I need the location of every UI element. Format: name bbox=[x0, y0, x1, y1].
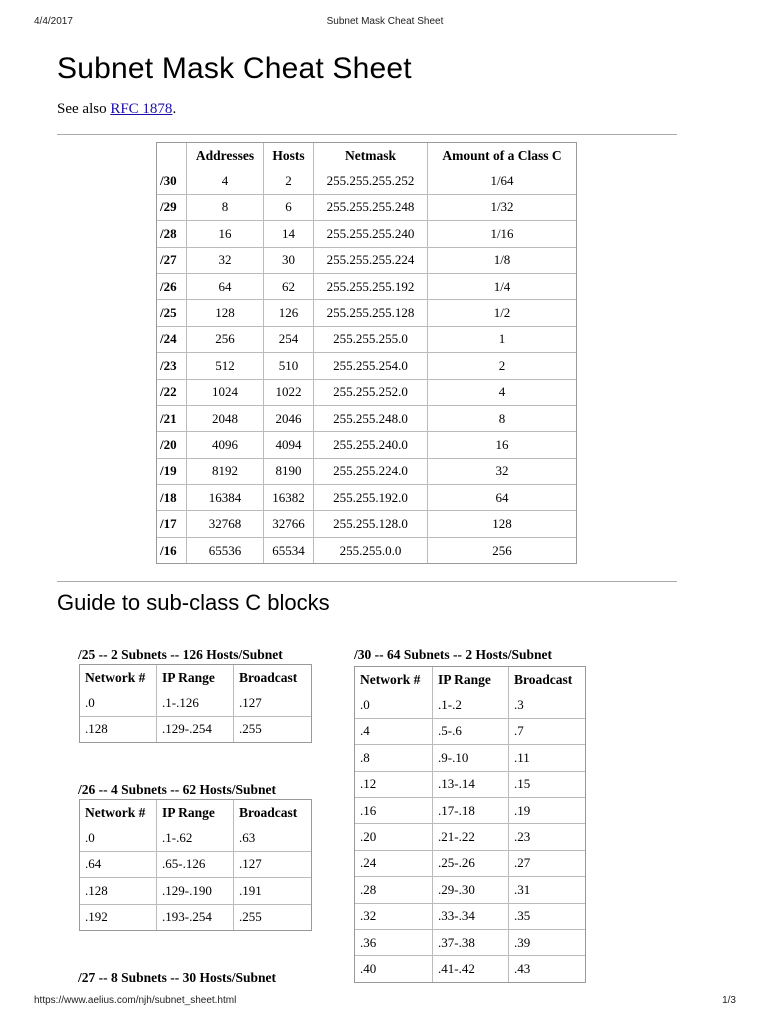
column-header-broadcast: Broadcast bbox=[514, 671, 573, 687]
cell-network: .4 bbox=[355, 719, 433, 745]
cell-broadcast: .15 bbox=[509, 772, 585, 798]
cell-network: .28 bbox=[355, 877, 433, 903]
cell-cidr: /29 bbox=[157, 195, 187, 221]
rfc-1878-link[interactable]: RFC 1878 bbox=[110, 101, 173, 117]
cell-class-c-amount: 1/4 bbox=[428, 274, 576, 300]
print-url: https://www.aelius.com/njh/subnet_sheet.html bbox=[34, 995, 237, 1006]
cell-addresses: 128 bbox=[187, 300, 264, 326]
print-date: 4/4/2017 bbox=[34, 16, 73, 27]
cell-ip-range: .29-.30 bbox=[433, 877, 509, 903]
cell-hosts: 2 bbox=[264, 168, 314, 194]
cell-broadcast: .7 bbox=[509, 719, 585, 745]
cell-class-c-amount: 128 bbox=[428, 511, 576, 537]
cell-class-c-amount: 256 bbox=[492, 542, 512, 558]
cell-class-c-amount: 4 bbox=[428, 380, 576, 406]
block-caption-27: /27 -- 8 Subnets -- 30 Hosts/Subnet bbox=[78, 970, 277, 985]
cell-hosts: 14 bbox=[264, 221, 314, 247]
table-row bbox=[355, 772, 585, 798]
cell-broadcast: .191 bbox=[234, 878, 311, 904]
cell-addresses: 64 bbox=[187, 274, 264, 300]
table-row bbox=[80, 905, 311, 930]
column-header-hosts: Hosts bbox=[264, 143, 314, 168]
column-header-cidr bbox=[157, 143, 187, 168]
cell-class-c-amount: 1/8 bbox=[428, 248, 576, 274]
table-row bbox=[355, 798, 585, 824]
cell-network: .0 bbox=[80, 825, 157, 851]
cell-netmask: 255.255.255.248 bbox=[314, 195, 428, 221]
cell-netmask: 255.255.248.0 bbox=[314, 406, 428, 432]
table-header-row bbox=[80, 800, 311, 825]
cell-ip-range: .17-.18 bbox=[433, 798, 509, 824]
cell-ip-range: .41-.42 bbox=[433, 956, 509, 981]
cell-netmask: 255.255.240.0 bbox=[314, 432, 428, 458]
cell-broadcast: .63 bbox=[234, 825, 311, 851]
cell-ip-range: .193-.254 bbox=[157, 905, 234, 930]
table-row bbox=[80, 825, 311, 851]
table-row bbox=[157, 195, 576, 221]
block-caption-26: /26 -- 4 Subnets -- 62 Hosts/Subnet bbox=[78, 782, 277, 797]
see-also-prefix: See also bbox=[57, 101, 111, 117]
cell-network: .128 bbox=[80, 717, 157, 742]
cell-netmask: 255.255.255.224 bbox=[314, 248, 428, 274]
cell-hosts: 510 bbox=[264, 353, 314, 379]
cell-cidr: /22 bbox=[157, 380, 187, 406]
cell-addresses: 256 bbox=[187, 327, 264, 353]
table-row bbox=[157, 459, 576, 485]
table-header-row bbox=[157, 143, 576, 168]
cell-addresses: 2048 bbox=[187, 406, 264, 432]
block-caption-30: /30 -- 64 Subnets -- 2 Hosts/Subnet bbox=[354, 647, 553, 662]
cell-ip-range: .1-.2 bbox=[433, 692, 509, 718]
cell-class-c-amount: 1/16 bbox=[428, 221, 576, 247]
cell-hosts: 254 bbox=[264, 327, 314, 353]
divider bbox=[57, 581, 677, 582]
cell-hosts: 2046 bbox=[264, 406, 314, 432]
cell-addresses: 1024 bbox=[187, 380, 264, 406]
cell-addresses: 16 bbox=[187, 221, 264, 247]
cell-addresses: 4 bbox=[187, 168, 264, 194]
cell-addresses: 32 bbox=[187, 248, 264, 274]
table-row bbox=[355, 851, 585, 877]
cell-broadcast: .23 bbox=[509, 824, 585, 850]
column-header-addresses: Addresses bbox=[187, 143, 264, 168]
cell-class-c-amount: 1/2 bbox=[428, 300, 576, 326]
cell-cidr: /25 bbox=[157, 300, 187, 326]
column-header-broadcast: Broadcast bbox=[239, 669, 298, 685]
cell-hosts: 8190 bbox=[264, 459, 314, 485]
cell-addresses: 32768 bbox=[187, 511, 264, 537]
table-row bbox=[157, 353, 576, 379]
cell-broadcast: .127 bbox=[234, 690, 311, 716]
cell-cidr: /30 bbox=[157, 168, 187, 194]
print-footer bbox=[34, 995, 736, 1009]
cell-addresses: 512 bbox=[187, 353, 264, 379]
cell-netmask: 255.255.128.0 bbox=[314, 511, 428, 537]
column-header-network: Network # bbox=[355, 667, 433, 692]
cell-network: .24 bbox=[355, 851, 433, 877]
cell-cidr: /26 bbox=[157, 274, 187, 300]
table-row bbox=[157, 168, 576, 194]
cell-ip-range: .129-.254 bbox=[157, 717, 234, 742]
cell-class-c-amount: 16 bbox=[428, 432, 576, 458]
cell-addresses: 8 bbox=[187, 195, 264, 221]
cell-netmask: 255.255.255.128 bbox=[314, 300, 428, 326]
table-row bbox=[80, 717, 311, 742]
table-header-row bbox=[80, 665, 311, 690]
cell-addresses: 8192 bbox=[187, 459, 264, 485]
cell-cidr: /19 bbox=[157, 459, 187, 485]
cell-network: .192 bbox=[80, 905, 157, 930]
cell-netmask: 255.255.254.0 bbox=[314, 353, 428, 379]
cell-cidr: /21 bbox=[157, 406, 187, 432]
cell-network: .8 bbox=[355, 745, 433, 771]
page-number: 1/3 bbox=[722, 995, 736, 1006]
cell-netmask: 255.255.252.0 bbox=[314, 380, 428, 406]
table-row bbox=[355, 956, 585, 981]
cell-broadcast: .19 bbox=[509, 798, 585, 824]
cell-cidr: /20 bbox=[157, 432, 187, 458]
column-header-network: Network # bbox=[80, 665, 157, 690]
table-row bbox=[355, 719, 585, 745]
cell-netmask: 255.255.192.0 bbox=[314, 485, 428, 511]
table-row bbox=[157, 380, 576, 406]
column-header-class-c-amount: Amount of a Class C bbox=[442, 147, 562, 163]
cell-netmask: 255.255.255.0 bbox=[314, 327, 428, 353]
table-row bbox=[157, 511, 576, 537]
table-row bbox=[355, 824, 585, 850]
block-table-26 bbox=[79, 799, 312, 931]
cell-cidr: /28 bbox=[157, 221, 187, 247]
table-row bbox=[157, 274, 576, 300]
cell-hosts: 32766 bbox=[264, 511, 314, 537]
cell-netmask: 255.255.255.240 bbox=[314, 221, 428, 247]
cell-netmask: 255.255.0.0 bbox=[314, 538, 428, 563]
cell-network: .0 bbox=[80, 690, 157, 716]
table-row bbox=[157, 248, 576, 274]
see-also-suffix: . bbox=[172, 101, 177, 117]
cell-netmask: 255.255.224.0 bbox=[314, 459, 428, 485]
cell-ip-range: .129-.190 bbox=[157, 878, 234, 904]
table-row bbox=[157, 406, 576, 432]
table-row bbox=[157, 221, 576, 247]
cell-broadcast: .255 bbox=[239, 721, 262, 737]
table-row bbox=[157, 538, 576, 563]
column-header-network: Network # bbox=[80, 800, 157, 825]
cell-network: .20 bbox=[355, 824, 433, 850]
cell-ip-range: .33-.34 bbox=[433, 904, 509, 930]
cell-netmask: 255.255.255.192 bbox=[314, 274, 428, 300]
cell-network: .36 bbox=[355, 930, 433, 956]
cell-ip-range: .37-.38 bbox=[433, 930, 509, 956]
cell-cidr: /24 bbox=[157, 327, 187, 353]
table-row bbox=[80, 852, 311, 878]
table-row bbox=[80, 878, 311, 904]
cell-broadcast: .127 bbox=[234, 852, 311, 878]
table-row bbox=[355, 692, 585, 718]
cell-cidr: /17 bbox=[157, 511, 187, 537]
print-header bbox=[34, 16, 736, 30]
table-row bbox=[355, 745, 585, 771]
table-row bbox=[80, 690, 311, 716]
section-title: Guide to sub-class C blocks bbox=[57, 590, 330, 615]
cell-hosts: 4094 bbox=[264, 432, 314, 458]
cell-hosts: 126 bbox=[264, 300, 314, 326]
block-caption-25: /25 -- 2 Subnets -- 126 Hosts/Subnet bbox=[78, 647, 283, 662]
cell-cidr: /16 bbox=[157, 538, 187, 563]
cell-network: .0 bbox=[355, 692, 433, 718]
cell-class-c-amount: 2 bbox=[428, 353, 576, 379]
cell-broadcast: .35 bbox=[509, 904, 585, 930]
cell-network: .40 bbox=[355, 956, 433, 981]
see-also bbox=[57, 101, 176, 118]
cell-ip-range: .25-.26 bbox=[433, 851, 509, 877]
cell-ip-range: .65-.126 bbox=[157, 852, 234, 878]
cell-netmask: 255.255.255.252 bbox=[314, 168, 428, 194]
cell-network: .32 bbox=[355, 904, 433, 930]
column-header-ip-range: IP Range bbox=[433, 667, 509, 692]
cell-hosts: 16382 bbox=[264, 485, 314, 511]
cell-cidr: /27 bbox=[157, 248, 187, 274]
cell-broadcast: .11 bbox=[509, 745, 585, 771]
subnet-mask-table bbox=[156, 142, 577, 564]
block-table-30 bbox=[354, 666, 586, 983]
table-row bbox=[157, 300, 576, 326]
cell-ip-range: .1-.126 bbox=[157, 690, 234, 716]
block-table-25 bbox=[79, 664, 312, 743]
cell-broadcast: .255 bbox=[239, 909, 262, 925]
cell-cidr: /23 bbox=[157, 353, 187, 379]
cell-broadcast: .39 bbox=[509, 930, 585, 956]
table-row bbox=[355, 930, 585, 956]
cell-hosts: 1022 bbox=[264, 380, 314, 406]
cell-class-c-amount: 1 bbox=[428, 327, 576, 353]
cell-addresses: 16384 bbox=[187, 485, 264, 511]
cell-hosts: 65534 bbox=[264, 538, 314, 563]
cell-ip-range: .5-.6 bbox=[433, 719, 509, 745]
column-header-broadcast: Broadcast bbox=[239, 804, 298, 820]
cell-ip-range: .13-.14 bbox=[433, 772, 509, 798]
table-header-row bbox=[355, 667, 585, 692]
cell-hosts: 6 bbox=[264, 195, 314, 221]
table-row bbox=[355, 877, 585, 903]
page-title: Subnet Mask Cheat Sheet bbox=[57, 52, 412, 85]
cell-addresses: 65536 bbox=[187, 538, 264, 563]
cell-network: .128 bbox=[80, 878, 157, 904]
cell-class-c-amount: 8 bbox=[428, 406, 576, 432]
cell-broadcast: .31 bbox=[509, 877, 585, 903]
cell-ip-range: .1-.62 bbox=[157, 825, 234, 851]
cell-broadcast: .43 bbox=[514, 960, 531, 976]
column-header-netmask: Netmask bbox=[314, 143, 428, 168]
print-title: Subnet Mask Cheat Sheet bbox=[326, 16, 444, 27]
cell-class-c-amount: 1/32 bbox=[428, 195, 576, 221]
cell-addresses: 4096 bbox=[187, 432, 264, 458]
cell-class-c-amount: 64 bbox=[428, 485, 576, 511]
table-row bbox=[157, 432, 576, 458]
table-row bbox=[157, 327, 576, 353]
cell-class-c-amount: 1/64 bbox=[428, 168, 576, 194]
column-header-ip-range: IP Range bbox=[157, 665, 234, 690]
cell-ip-range: .9-.10 bbox=[433, 745, 509, 771]
cell-network: .64 bbox=[80, 852, 157, 878]
cell-ip-range: .21-.22 bbox=[433, 824, 509, 850]
table-row bbox=[157, 485, 576, 511]
column-header-ip-range: IP Range bbox=[157, 800, 234, 825]
cell-cidr: /18 bbox=[157, 485, 187, 511]
table-row bbox=[355, 904, 585, 930]
cell-hosts: 62 bbox=[264, 274, 314, 300]
cell-hosts: 30 bbox=[264, 248, 314, 274]
cell-broadcast: .27 bbox=[509, 851, 585, 877]
cell-broadcast: .3 bbox=[509, 692, 585, 718]
divider bbox=[57, 134, 677, 135]
cell-network: .16 bbox=[355, 798, 433, 824]
block-table-30-viewport bbox=[354, 666, 590, 986]
cell-class-c-amount: 32 bbox=[428, 459, 576, 485]
cell-network: .12 bbox=[355, 772, 433, 798]
